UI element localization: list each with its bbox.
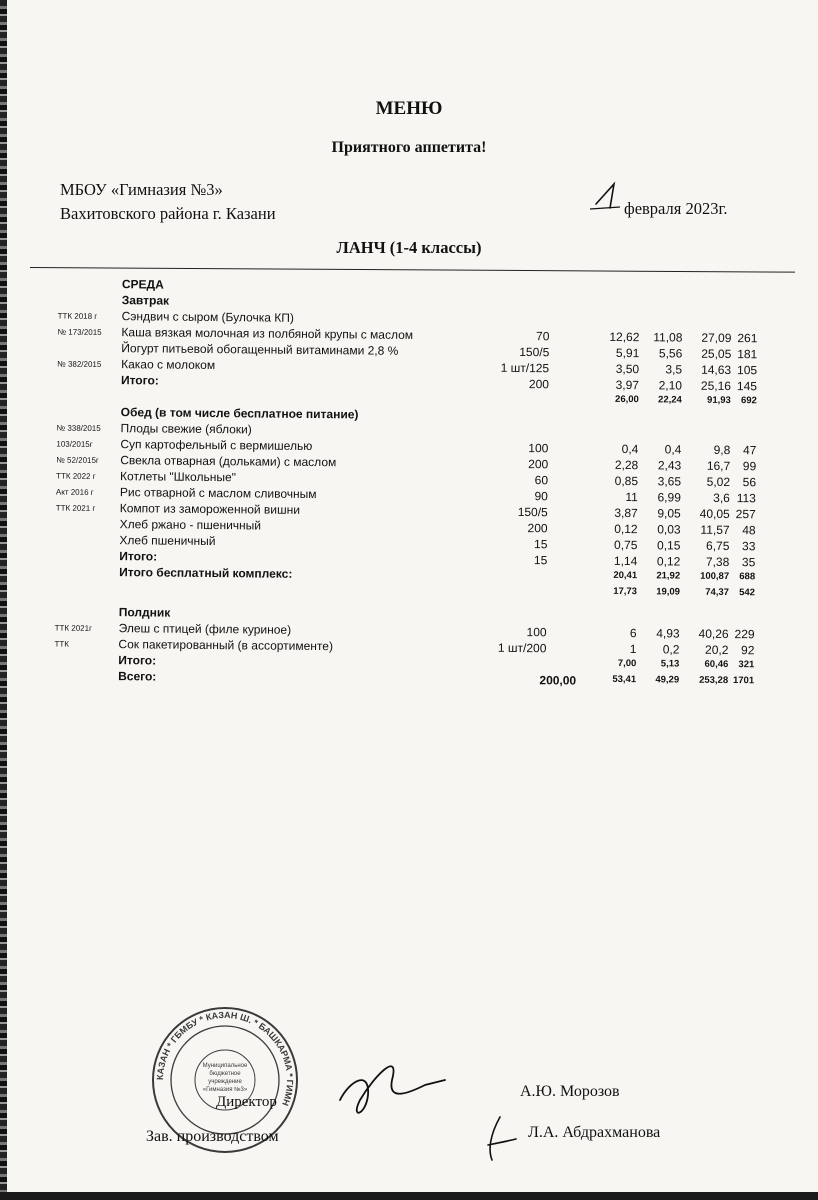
item-code: № 382/2015 [57, 359, 102, 369]
item-kcal: 99 [742, 459, 757, 474]
production-title: Зав. производством [146, 1128, 279, 1145]
item-kcal: 105 [737, 363, 758, 378]
cell: 253,28 [699, 674, 729, 687]
item-portion: 100 [528, 441, 549, 456]
item-kcal: 261 [737, 331, 758, 346]
item-portion: 150/5 [517, 504, 548, 520]
item-code: ТТК 2022 г [56, 471, 96, 481]
item-name: Плоды свежие (яблоки) [120, 421, 252, 437]
item-fat: 5,56 [658, 346, 683, 361]
item-name: Элеш с птицей (филе куриное) [118, 621, 292, 637]
cell: 49,29 [655, 674, 680, 686]
item-protein: 1 [629, 642, 637, 657]
section-title-snack: Полдник [118, 605, 171, 620]
item-name: Свекла отварная (дольками) с маслом [120, 453, 337, 470]
item-fat: 4,93 [656, 626, 680, 641]
item-kcal: 33 [742, 539, 756, 554]
svg-text:Муниципальное: Муниципальное [202, 1063, 248, 1069]
item-kcal: 113 [736, 491, 756, 506]
item-protein: 11 [625, 490, 638, 505]
cell: 22,24 [658, 394, 682, 406]
cell: 1701 [732, 675, 755, 687]
item-protein: 12,62 [609, 329, 640, 345]
item-code: № 52/2015г [56, 455, 99, 465]
cell: 692 [740, 395, 757, 407]
item-portion: 70 [536, 329, 550, 344]
stamp-outer-text: КАЗАН * ГБМБУ * КАЗАН Ш. * БАШКАРМА * ГИМН [154, 1009, 296, 1108]
cell: 542 [739, 587, 756, 599]
section-title-breakfast: Завтрак [121, 293, 170, 308]
item-code: ТТК 2021 г [55, 503, 96, 513]
cell: 25,16 [700, 378, 732, 394]
item-carbs: 40,26 [698, 626, 729, 642]
item-code: № 338/2015 [56, 423, 101, 433]
cell: 21,92 [656, 570, 681, 582]
school-name: МБОУ «Гимназия №3» [60, 180, 223, 199]
item-kcal: 229 [734, 627, 755, 642]
cell: 0,12 [656, 554, 681, 569]
item-protein: 2,28 [614, 457, 639, 473]
lunch-total-label: Итого: [119, 549, 158, 564]
svg-text:учреждение: учреждение [208, 1079, 242, 1085]
item-name: Хлеб пшеничный [119, 533, 216, 549]
item-fat: 0,4 [664, 442, 682, 457]
menu-table [0, 276, 818, 692]
lunch-total-portion: 15 [533, 553, 548, 568]
item-carbs: 20,2 [705, 642, 729, 658]
school-district: Вахитовского района г. Казани [60, 204, 276, 223]
item-code: ТТК [54, 639, 69, 649]
item-name: Рис отварной с маслом сливочным [119, 485, 317, 502]
section-title-lunch: Обед (в том числе бесплатное питание) [120, 405, 359, 422]
item-carbs: 25,05 [701, 346, 732, 362]
cell: 26,00 [615, 393, 639, 406]
item-portion: 15 [534, 537, 548, 552]
production-signature [480, 1115, 520, 1165]
cell: 100,87 [700, 570, 730, 583]
item-carbs: 27,09 [701, 330, 732, 346]
cell: 688 [739, 571, 756, 583]
cell: 2,10 [658, 378, 683, 393]
item-code: № 173/2015 [57, 327, 102, 337]
item-name: Каша вязкая молочная из полбяной крупы с маслом [121, 325, 414, 342]
free-complex-label: Итого бесплатный комплекс: [119, 565, 293, 581]
item-carbs: 11,57 [700, 522, 730, 538]
item-kcal: 92 [741, 643, 755, 658]
breakfast-total-portion: 200 [528, 377, 550, 392]
item-protein: 0,85 [614, 473, 639, 489]
date-day [604, 192, 605, 193]
scan-bottom-artifact [0, 1192, 818, 1200]
item-carbs: 16,7 [706, 458, 731, 474]
page-subtitle: Приятного аппетита! [331, 139, 487, 156]
cell: 7,38 [705, 554, 730, 570]
item-kcal: 257 [735, 507, 756, 522]
item-fat: 2,43 [657, 458, 682, 473]
svg-text:«Гимназия №3»: «Гимназия №3» [202, 1087, 248, 1093]
item-portion: 200 [528, 457, 549, 472]
item-fat: 0,15 [657, 538, 681, 553]
item-portion: 150/5 [519, 344, 550, 360]
item-code: ТТК 2018 г [57, 311, 98, 321]
item-name: Какао с молоком [121, 357, 216, 373]
item-protein: 0,75 [614, 537, 638, 553]
item-carbs: 5,02 [706, 474, 731, 490]
item-portion: 100 [526, 625, 547, 640]
item-code: 103/2015г [56, 439, 93, 449]
cell: 7,00 [617, 657, 637, 670]
item-fat: 3,65 [657, 474, 682, 489]
item-name: Сэндвич с сыром (Булочка КП) [121, 309, 294, 325]
item-carbs: 14,63 [701, 362, 732, 378]
item-carbs: 3,6 [713, 490, 730, 506]
item-protein: 6 [629, 626, 637, 641]
director-signature [330, 1040, 450, 1130]
cell: 17,73 [613, 585, 638, 598]
item-carbs: 6,75 [706, 538, 730, 554]
item-fat: 0,2 [662, 642, 680, 657]
director-name: А.Ю. Морозов [520, 1083, 620, 1100]
item-kcal: 47 [742, 443, 757, 458]
item-fat: 0,03 [657, 522, 681, 537]
item-code: ТТК 2021г [54, 623, 93, 633]
director-title: Директор [216, 1094, 277, 1110]
cell: 74,37 [705, 586, 730, 599]
grand-total-label: Всего: [118, 669, 157, 684]
item-portion [470, 313, 550, 314]
item-carbs: 40,05 [699, 506, 730, 522]
item-fat: 9,05 [657, 506, 681, 521]
production-name: Л.А. Абдрахманова [528, 1124, 661, 1141]
cell: 1,14 [613, 553, 638, 569]
snack-total-label: Итого: [118, 653, 157, 668]
item-protein: 0,4 [621, 441, 639, 457]
item-protein: 0,12 [614, 521, 638, 537]
meal-title: ЛАНЧ (1-4 классы) [336, 238, 482, 257]
item-fat: 11,08 [653, 330, 683, 345]
item-protein: 3,50 [615, 361, 640, 377]
item-protein: 5,91 [615, 345, 640, 361]
cell: 60,46 [704, 658, 729, 671]
item-name: Суп картофельный с вермишелью [120, 437, 313, 454]
cell: 5,13 [660, 658, 680, 670]
cell: 19,09 [656, 586, 681, 598]
cell: 35 [741, 555, 756, 570]
header-divider [30, 267, 795, 273]
cell: 20,41 [613, 569, 638, 582]
cell: 53,41 [612, 673, 637, 686]
cell: 91,93 [707, 394, 731, 407]
item-protein: 3,87 [614, 505, 638, 521]
item-name: Йогурт питьевой обогащенный витаминами 2,8 % [121, 341, 399, 358]
page-title: МЕНЮ [375, 98, 443, 119]
grand-total-portion: 200,00 [539, 673, 577, 688]
day-label: СРЕДА [121, 277, 164, 292]
item-name: Сок пакетированный (в ассортименте) [118, 637, 334, 654]
item-name: Котлеты "Школьные" [120, 469, 237, 485]
item-name: Компот из замороженной вишни [119, 501, 301, 517]
item-portion: 1 шт/200 [497, 640, 547, 656]
item-name: Хлеб ржано - пшеничный [119, 517, 262, 533]
item-kcal: 181 [737, 347, 758, 362]
handwritten-day-mark [590, 178, 626, 214]
item-fat: 6,99 [657, 490, 681, 505]
item-portion: 60 [534, 473, 549, 488]
svg-text:бюджетное: бюджетное [209, 1071, 241, 1077]
item-carbs: 9,8 [713, 442, 731, 458]
cell: 145 [736, 379, 758, 394]
cell: 3,97 [615, 377, 640, 393]
item-portion: 1 шт/125 [500, 360, 550, 376]
breakfast-total-label: Итого: [120, 373, 159, 388]
item-kcal: 56 [742, 475, 757, 490]
date-month-year: февраля 2023г. [624, 199, 728, 218]
item-kcal: 48 [742, 523, 756, 538]
item-code: Акт 2016 г [55, 487, 94, 497]
item-portion [469, 425, 549, 426]
cell: 321 [738, 659, 755, 671]
item-fat: 3,5 [665, 362, 683, 377]
item-portion: 90 [534, 489, 548, 504]
item-portion: 200 [527, 521, 548, 536]
